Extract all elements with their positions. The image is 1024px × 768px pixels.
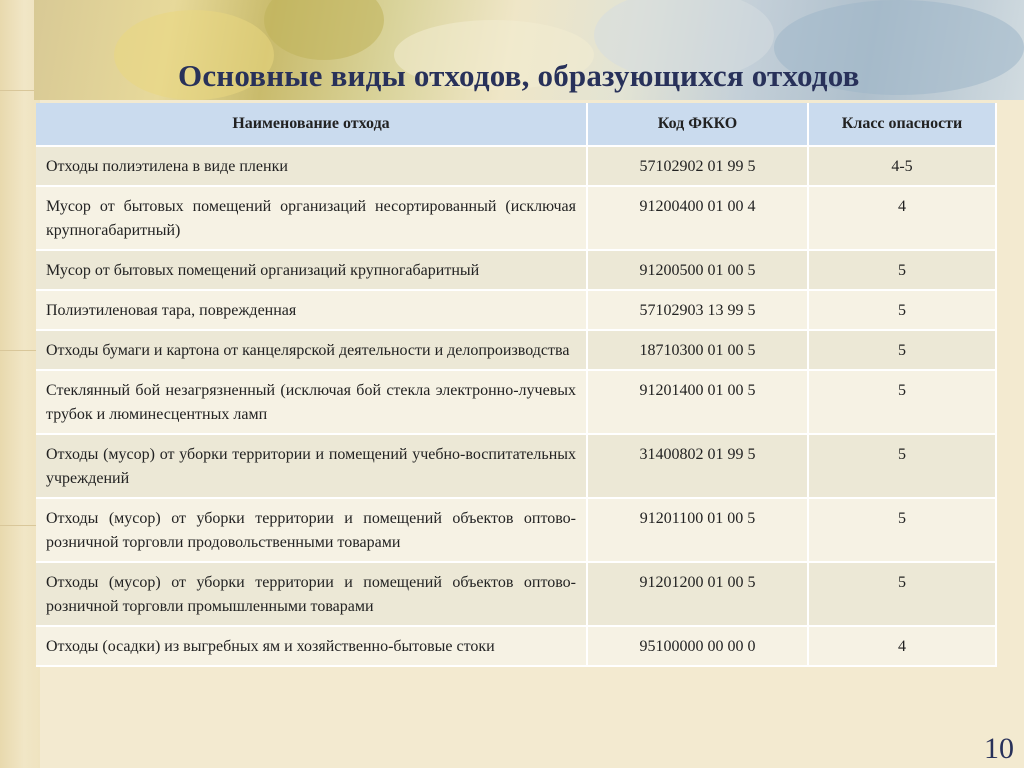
waste-name-cell: Отходы (мусор) от уборки территории и помещений учебно-воспитательных учреждений xyxy=(36,434,587,498)
page-title: Основные виды отходов, образующихся отходов xyxy=(178,58,860,93)
hazard-class-cell: 5 xyxy=(808,498,996,562)
table-row xyxy=(36,330,996,370)
column-header-code: Код ФККО xyxy=(587,103,808,146)
table-row xyxy=(36,498,996,562)
waste-name-cell: Отходы (мусор) от уборки территории и помещений объектов оптово-розничной торговли промышленными товарами xyxy=(36,562,587,626)
fkko-code-cell: 95100000 00 00 0 xyxy=(587,626,808,666)
waste-table-container xyxy=(36,103,996,667)
waste-name-cell: Отходы (мусор) от уборки территории и помещений объектов оптово-розничной торговли продовольственными товарами xyxy=(36,498,587,562)
hazard-class-cell: 5 xyxy=(808,330,996,370)
fkko-code-cell: 57102902 01 99 5 xyxy=(587,146,808,186)
hazard-class-cell: 5 xyxy=(808,370,996,434)
waste-name-cell: Отходы полиэтилена в виде пленки xyxy=(36,146,587,186)
page-number: 10 xyxy=(984,732,1014,765)
fkko-code-cell: 91200500 01 00 5 xyxy=(587,250,808,290)
fkko-code-cell: 91200400 01 00 4 xyxy=(587,186,808,250)
table-row xyxy=(36,186,996,250)
hazard-class-cell: 5 xyxy=(808,434,996,498)
waste-name-cell: Отходы бумаги и картона от канцелярской деятельности и делопроизводства xyxy=(36,330,587,370)
table-header-row xyxy=(36,103,996,146)
table-row xyxy=(36,290,996,330)
fkko-code-cell: 91201400 01 00 5 xyxy=(587,370,808,434)
fkko-code-cell: 91201100 01 00 5 xyxy=(587,498,808,562)
hazard-class-cell: 5 xyxy=(808,250,996,290)
fkko-code-cell: 91201200 01 00 5 xyxy=(587,562,808,626)
fkko-code-cell: 57102903 13 99 5 xyxy=(587,290,808,330)
left-decor-strip xyxy=(0,0,40,768)
hazard-class-cell: 4-5 xyxy=(808,146,996,186)
fkko-code-cell: 31400802 01 99 5 xyxy=(587,434,808,498)
table-row xyxy=(36,146,996,186)
waste-name-cell: Мусор от бытовых помещений организаций крупногабаритный xyxy=(36,250,587,290)
hazard-class-cell: 4 xyxy=(808,186,996,250)
waste-table xyxy=(36,103,997,667)
hazard-class-cell: 5 xyxy=(808,562,996,626)
column-header-name: Наименование отхода xyxy=(36,103,587,146)
fkko-code-cell: 18710300 01 00 5 xyxy=(587,330,808,370)
table-row xyxy=(36,434,996,498)
table-row xyxy=(36,626,996,666)
waste-name-cell: Отходы (осадки) из выгребных ям и хозяйственно-бытовые стоки xyxy=(36,626,587,666)
waste-name-cell: Стеклянный бой незагрязненный (исключая бой стекла электронно-лучевых трубок и люминесцентных ламп xyxy=(36,370,587,434)
waste-name-cell: Полиэтиленовая тара, поврежденная xyxy=(36,290,587,330)
table-row xyxy=(36,250,996,290)
column-header-class: Класс опасности xyxy=(808,103,996,146)
waste-name-cell: Мусор от бытовых помещений организаций несортированный (исключая крупногабаритный) xyxy=(36,186,587,250)
table-row xyxy=(36,370,996,434)
table-row xyxy=(36,562,996,626)
hazard-class-cell: 5 xyxy=(808,290,996,330)
hazard-class-cell: 4 xyxy=(808,626,996,666)
